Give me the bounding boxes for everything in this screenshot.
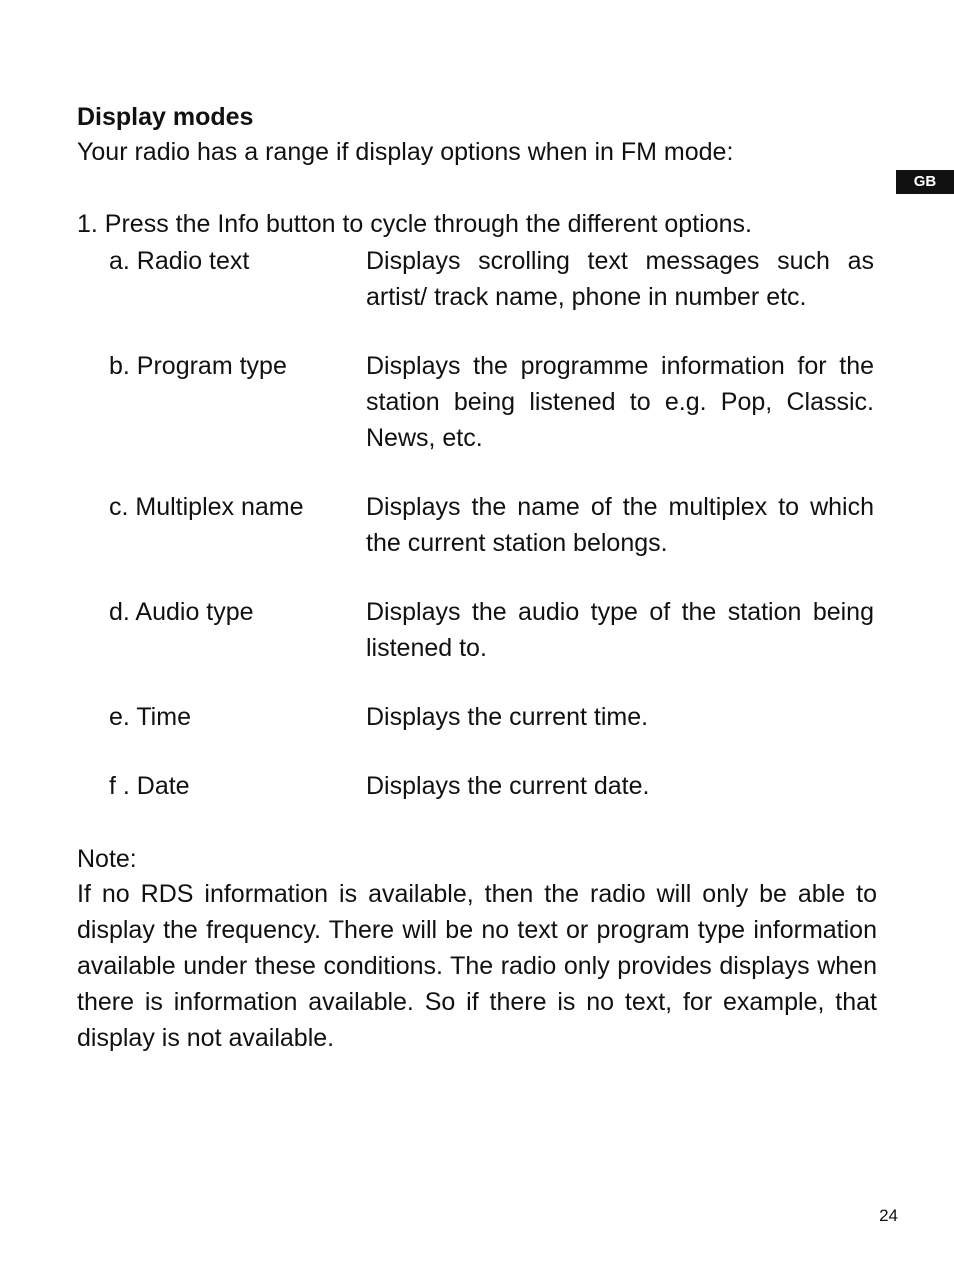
language-badge: GB (896, 170, 954, 194)
option-label-multiplex-name: c. Multiplex name (109, 493, 304, 521)
note-body: If no RDS information is available, then the radio will only be able to display the frequency. There will be no text or program type information available under these conditions. The radio only provides displays when there is information available. So if there is no text, for example, that display is not available. (77, 880, 877, 1052)
option-label-program-type: b. Program type (109, 352, 287, 380)
note-title: Note: (77, 845, 137, 873)
option-desc-multiplex-name: Displays the name of the multiplex to which the current station belongs. (366, 493, 874, 557)
option-label-time: e. Time (109, 703, 191, 731)
option-label-date: f . Date (109, 772, 190, 800)
step-instruction: 1. Press the Info button to cycle through the different options. (77, 210, 752, 238)
option-label-audio-type: d. Audio type (109, 598, 254, 626)
option-desc-audio-type: Displays the audio type of the station being listened to. (366, 598, 874, 662)
page-number: 24 (879, 1206, 898, 1225)
option-desc-date: Displays the current date. (366, 772, 650, 800)
intro-text: Your radio has a range if display options when in FM mode: (77, 138, 734, 166)
option-label-radio-text: a. Radio text (109, 247, 250, 275)
section-heading: Display modes (77, 103, 254, 131)
option-desc-time: Displays the current time. (366, 703, 649, 731)
option-desc-program-type: Displays the programme information for the station being listened to e.g. Pop, Classic. News, etc. (366, 352, 874, 452)
option-desc-radio-text: Displays scrolling text messages such as artist/ track name, phone in number etc. (366, 247, 874, 311)
